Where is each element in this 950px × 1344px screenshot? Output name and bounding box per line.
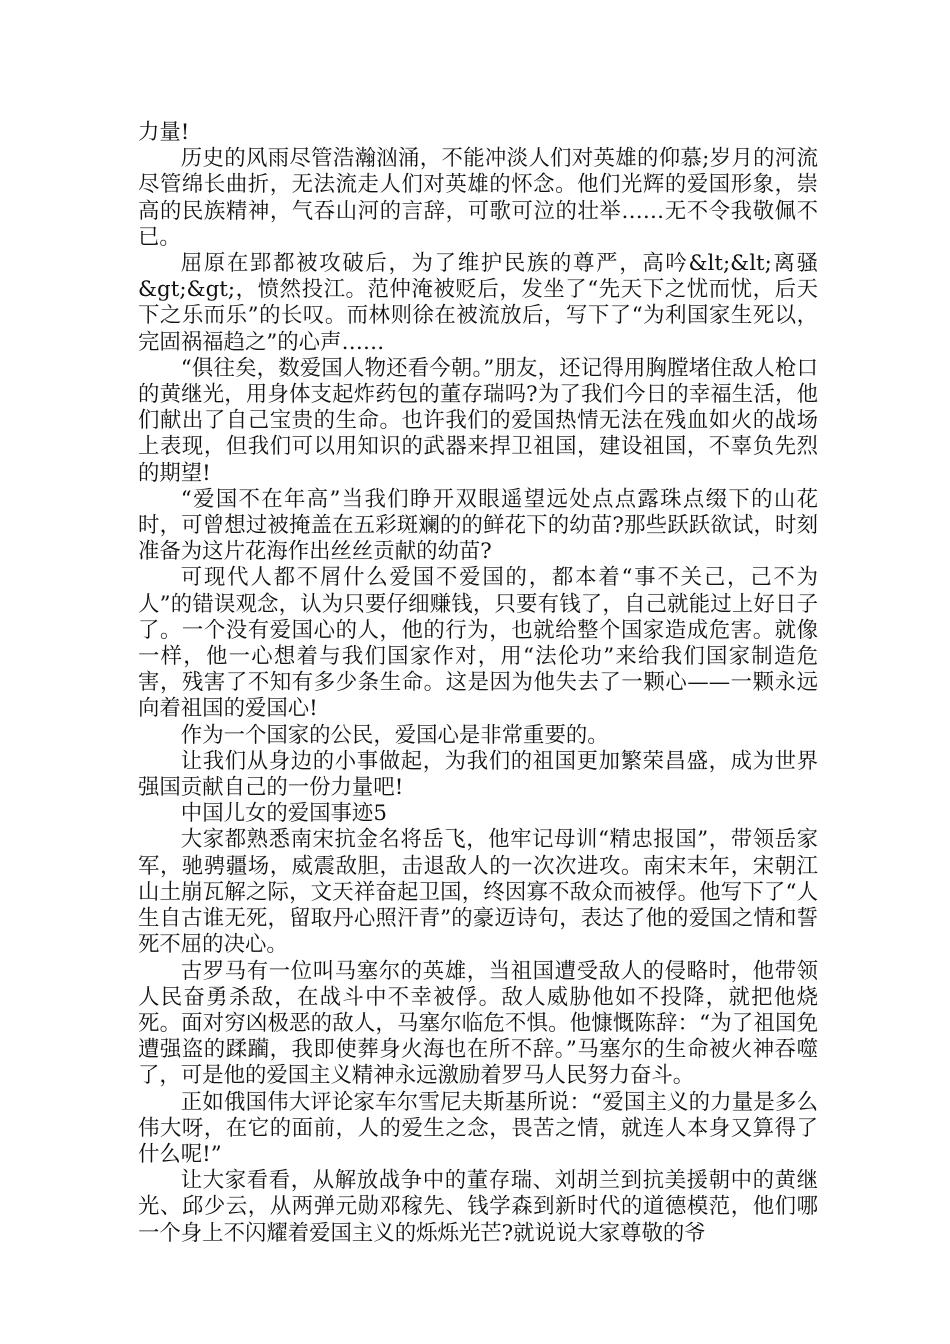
paragraph: 作为一个国家的公民，爱国心是非常重要的。: [180, 722, 609, 748]
paragraph: 让大家看看，从解放战争中的董存瑞、刘胡兰到抗美援朝中的黄继光、邱少云，从两弹元勋邓稼先、钱学森到新时代的道德模范，他们哪一个身上不闪耀着爱国主义的烁烁光芒?就说说大家尊敬的爷: [138, 1168, 818, 1246]
paragraph: 正如俄国伟大评论家车尔雪尼夫斯基所说：“爱国主义的力量是多么伟大呀，在它的面前，人的爱生之念，畏苦之情，就连人本身又算得了什么呢!”: [138, 1089, 818, 1167]
paragraph: 让我们从身边的小事做起，为我们的祖国更加繁荣昌盛，成为世界强国贡献自己的一份力量吧!: [138, 748, 818, 801]
paragraph: “俱往矣，数爱国人物还看今朝。”朋友，还记得用胸膛堵住敌人枪口的黄继光，用身体支起炸药包的董存瑞吗?为了我们今日的幸福生活，他们献出了自己宝贵的生命。也许我们的爱国热情无法在残血如火的战场上表现，但我们可以用知识的武器来捍卫祖国，建设祖国，不辜负先烈的期望!: [138, 355, 818, 486]
paragraph: 历史的风雨尽管浩瀚汹涌，不能冲淡人们对英雄的仰慕;岁月的河流尽管绵长曲折，无法流走人们对英雄的怀念。他们光辉的爱国形象，崇高的民族精神，气吞山河的言辞，可歌可泣的壮举……无不令我敬佩不已。: [138, 146, 818, 250]
paragraph: 屈原在郢都被攻破后，为了维护民族的尊严，高吟&lt;&lt;离骚&gt;&gt;，愤然投江。范仲淹被贬后，发坐了“先天下之忧而忧，后天下之乐而乐”的长叹。而林则徐在被流放后，写下了“为利国家生死以，完固祸福趋之”的心声……: [138, 251, 818, 355]
paragraph: 古罗马有一位叫马塞尔的英雄，当祖国遭受敌人的侵略时，他带领人民奋勇杀敌，在战斗中不幸被俘。敌人威胁他如不投降，就把他烧死。面对穷凶极恶的敌人，马塞尔临危不惧。他慷慨陈辞：“为了祖国免遭强盗的蹂躏，我即使葬身火海也在所不辞。”马塞尔的生命被火神吞噬了，可是他的爱国主义精神永远激励着罗马人民努力奋斗。: [138, 958, 818, 1089]
paragraph: 大家都熟悉南宋抗金名将岳飞，他牢记母训“精忠报国”，带领岳家军，驰骋疆场，威震敌胆，击退敌人的一次次进攻。南宋末年，宋朝江山土崩瓦解之际，文天祥奋起卫国，终因寡不敌众而被俘。他写下了“人生自古谁无死，留取丹心照汗青”的豪迈诗句，表达了他的爱国之情和誓死不屈的决心。: [138, 827, 818, 958]
document-page: [138, 120, 818, 1247]
section-heading: 中国儿女的爱国事迹5: [180, 801, 387, 827]
paragraph: “爱国不在年高”当我们睁开双眼遥望远处点点露珠点缀下的山花时，可曾想过被掩盖在五彩斑斓的的鲜花下的幼苗?那些跃跃欲试，时刻准备为这片花海作出丝丝贡献的幼苗?: [138, 486, 818, 565]
paragraph: 力量!: [138, 120, 190, 145]
paragraph: 可现代人都不屑什么爱国不爱国的，都本着“事不关己，己不为人”的错误观念，认为只要仔细赚钱，只要有钱了，自己就能过上好日子了。一个没有爱国心的人，他的行为，也就给整个国家造成危害。就像一样，他一心想着与我们国家作对，用“法伦功”来给我们国家制造危害，残害了不知有多少条生命。这是因为他失去了一颗心——一颗永远向着祖国的爱国心!: [138, 565, 818, 722]
